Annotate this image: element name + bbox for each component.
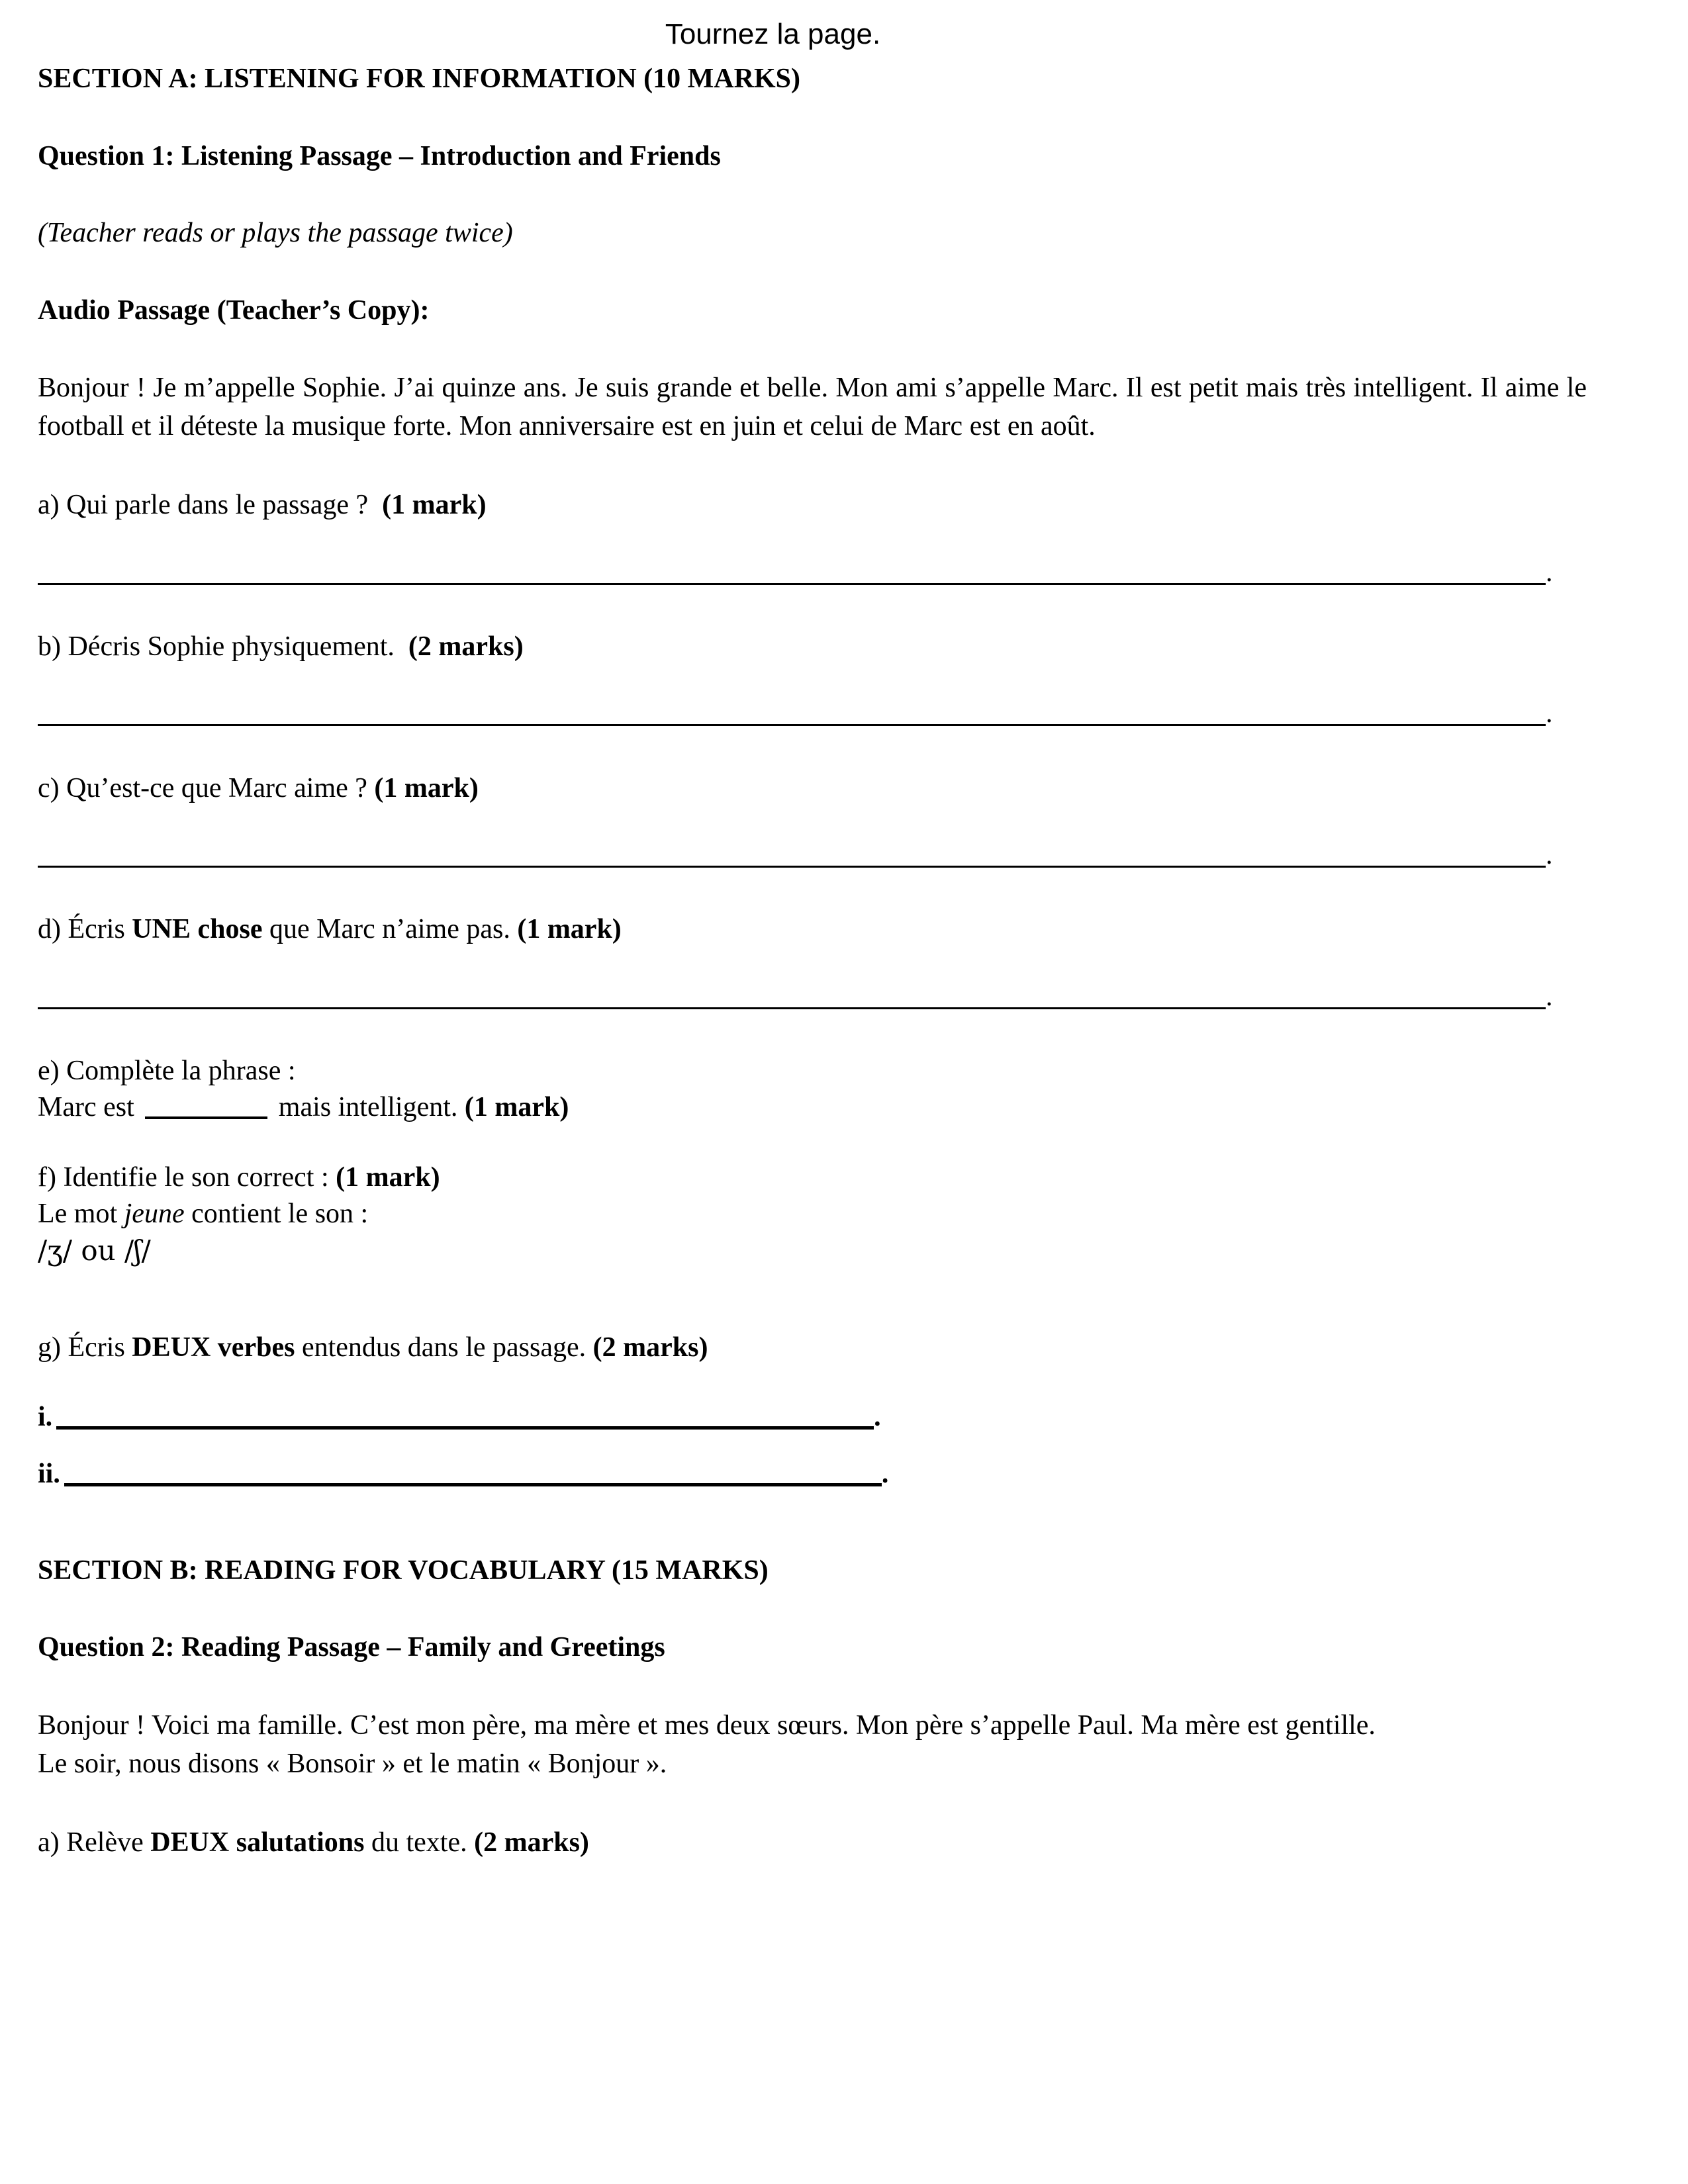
- section-b-question-a-text-bold: DEUX salutations: [150, 1827, 365, 1858]
- question-d-label: d): [38, 914, 61, 945]
- section-a-title: SECTION A: LISTENING FOR INFORMATION (10 MARKS): [38, 64, 800, 94]
- question-c-label: c): [38, 772, 60, 803]
- spacer: [38, 665, 1597, 698]
- section-a-question-title: Question 1: Listening Passage – Introduction and Friends: [38, 140, 721, 171]
- question-f: [38, 1160, 1597, 1196]
- question-b-marks: (2 marks): [408, 631, 524, 662]
- question-e-fill-line: [38, 1089, 1597, 1126]
- reading-passage-line-2: Le soir, nous disons « Bonsoir » et le matin « Bonjour ».: [38, 1748, 667, 1779]
- answer-g-ii-label: ii.: [38, 1459, 60, 1490]
- question-c-text: Qu’est-ce que Marc aime ?: [66, 772, 367, 803]
- question-d-text-bold: UNE chose: [132, 914, 263, 945]
- question-e-marks: (1 mark): [464, 1092, 569, 1123]
- question-e-label: e): [38, 1055, 60, 1086]
- question-e-fill-pre: Marc est: [38, 1092, 142, 1123]
- question-g-marks: (2 marks): [592, 1332, 708, 1363]
- answer-line-g-i[interactable]: [38, 1400, 1597, 1435]
- question-f-ipa-options[interactable]: /ʒ/ ou /ʃ/: [38, 1234, 151, 1267]
- spacer: [38, 1666, 1597, 1707]
- section-b-title: SECTION B: READING FOR VOCABULARY (15 MARKS): [38, 1555, 769, 1586]
- answer-line-d-period: .: [1546, 981, 1552, 1012]
- audio-passage-label: Audio Passage (Teacher’s Copy):: [38, 295, 430, 326]
- question-b: [38, 629, 1597, 665]
- answer-rule[interactable]: [56, 1426, 874, 1430]
- spacer: [38, 588, 1597, 629]
- page-content: [38, 0, 1597, 1861]
- question-d-marks: (1 mark): [517, 914, 622, 945]
- spacer: [38, 807, 1597, 840]
- question-c: [38, 770, 1597, 807]
- question-f-word-italic: jeune: [124, 1199, 185, 1230]
- question-g-text-bold: DEUX verbes: [132, 1332, 295, 1363]
- spacer: [38, 1126, 1597, 1160]
- answer-rule[interactable]: [38, 724, 1546, 726]
- answer-rule[interactable]: [38, 1007, 1546, 1009]
- question-e-fill-post: mais intelligent.: [271, 1092, 458, 1123]
- spacer: [38, 1012, 1597, 1053]
- spacer: [38, 1269, 1597, 1330]
- answer-rule[interactable]: [64, 1483, 882, 1486]
- section-b-question-a: [38, 1825, 1597, 1861]
- answer-line-d[interactable]: [38, 981, 1597, 1012]
- answer-line-a-period: .: [1546, 557, 1552, 588]
- question-d-text-pre: Écris: [68, 914, 132, 945]
- question-a-label: a): [38, 490, 60, 521]
- question-b-label: b): [38, 631, 61, 662]
- section-b-question-a-text-pre: Relève: [66, 1827, 151, 1858]
- section-b-question-a-label: a): [38, 1827, 60, 1858]
- question-a-marks: (1 mark): [382, 490, 487, 521]
- answer-line-c-period: .: [1546, 839, 1552, 870]
- question-c-marks: (1 mark): [374, 772, 479, 803]
- spacer: [38, 948, 1597, 981]
- reading-passage-line-1: Bonjour ! Voici ma famille. C’est mon père, ma mère et mes deux sœurs. Mon père s’appelle Paul. Ma mère est gentille.: [38, 1709, 1376, 1741]
- spacer: [38, 1434, 1597, 1457]
- section-b-question-a-marks: (2 marks): [474, 1827, 589, 1858]
- question-b-text: Décris Sophie physiquement.: [68, 631, 395, 662]
- spacer: [38, 328, 1597, 369]
- answer-g-i-period: .: [874, 1401, 881, 1432]
- question-f-label: f): [38, 1161, 56, 1193]
- spacer: [38, 1367, 1597, 1400]
- answer-rule[interactable]: [38, 866, 1546, 868]
- teacher-instruction: (Teacher reads or plays the passage twice): [38, 218, 513, 249]
- spacer: [38, 870, 1597, 911]
- section-b-question-a-text-post: du texte.: [364, 1827, 467, 1858]
- question-f-line2-post: contient le son :: [184, 1199, 369, 1230]
- spacer: [38, 251, 1597, 293]
- answer-line-c[interactable]: [38, 840, 1597, 870]
- question-d-text-post: que Marc n’aime pas.: [262, 914, 510, 945]
- spacer: [38, 0, 1597, 61]
- question-a: [38, 487, 1597, 523]
- section-b-question-title: Question 2: Reading Passage – Family and Greetings: [38, 1632, 665, 1663]
- question-g: [38, 1330, 1597, 1366]
- answer-g-i-label: i.: [38, 1401, 53, 1432]
- question-f-line2-pre: Le mot: [38, 1199, 124, 1230]
- question-e-blank[interactable]: [145, 1116, 267, 1119]
- answer-line-b[interactable]: [38, 698, 1597, 729]
- question-e: [38, 1053, 1597, 1089]
- question-f-text: Identifie le son correct :: [63, 1161, 329, 1193]
- spacer: [38, 174, 1597, 215]
- question-a-text: Qui parle dans le passage ?: [66, 490, 369, 521]
- question-d: [38, 911, 1597, 948]
- running-header: Tournez la page.: [665, 18, 881, 50]
- spacer: [38, 97, 1597, 138]
- answer-g-ii-period: .: [881, 1459, 889, 1490]
- spacer: [38, 524, 1597, 557]
- question-g-text-pre: Écris: [68, 1332, 132, 1363]
- spacer: [38, 446, 1597, 487]
- answer-line-g-ii[interactable]: [38, 1457, 1597, 1492]
- question-f-marks: (1 mark): [336, 1161, 440, 1193]
- question-e-text: Complète la phrase :: [66, 1055, 296, 1086]
- answer-line-a[interactable]: [38, 557, 1597, 588]
- spacer: [38, 1784, 1597, 1825]
- spacer: [38, 1492, 1597, 1553]
- answer-rule[interactable]: [38, 583, 1546, 585]
- spacer: [38, 1588, 1597, 1629]
- question-f-line2: [38, 1196, 1597, 1232]
- answer-line-b-period: .: [1546, 698, 1552, 729]
- question-g-label: g): [38, 1332, 61, 1363]
- spacer: [38, 729, 1597, 770]
- question-g-text-post: entendus dans le passage.: [295, 1332, 586, 1363]
- listening-passage-text: Bonjour ! Je m’appelle Sophie. J’ai quinze ans. Je suis grande et belle. Mon ami s’appelle Marc. Il est petit mais très intelligent. Il aime le football et il déteste la musique forte. Mon anniversaire est en juin et celui de Marc est en août.: [38, 373, 1587, 442]
